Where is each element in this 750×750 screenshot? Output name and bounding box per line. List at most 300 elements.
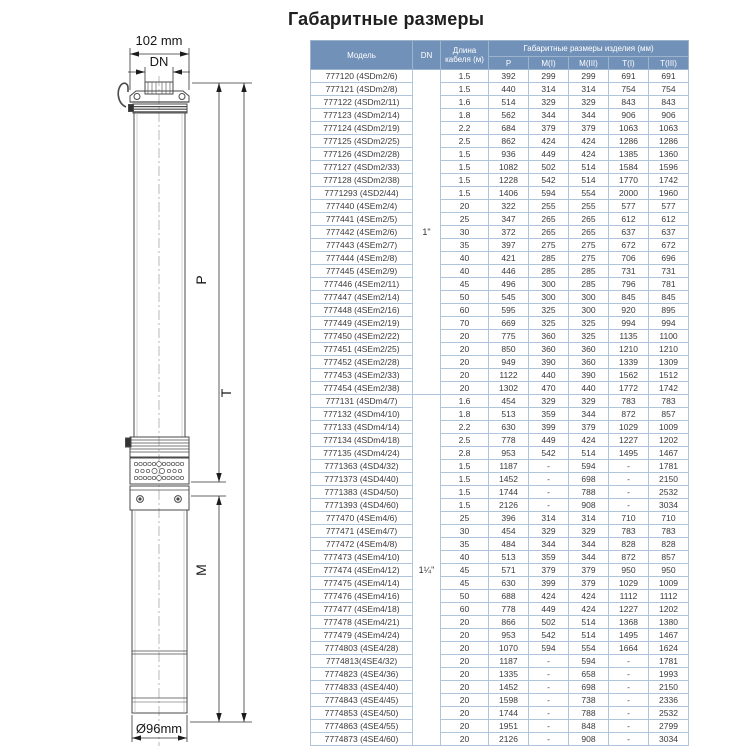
dimension-m-label: M	[193, 564, 209, 576]
cable-length-cell: 20	[441, 343, 489, 356]
p-cell: 1452	[489, 473, 529, 486]
table-body	[311, 70, 689, 746]
t3-cell: 731	[649, 265, 689, 278]
cable-length-cell: 2.2	[441, 122, 489, 135]
t1-cell: 691	[609, 70, 649, 83]
p-cell: 1452	[489, 681, 529, 694]
model-cell: 7774853 (4SE4/50)	[311, 707, 413, 720]
m3-cell: 285	[569, 265, 609, 278]
m1-cell: 314	[529, 83, 569, 96]
p-cell: 1744	[489, 486, 529, 499]
m1-cell: 329	[529, 525, 569, 538]
p-cell: 1228	[489, 174, 529, 187]
t3-cell: 1210	[649, 343, 689, 356]
cable-clip-bottom	[126, 438, 132, 447]
m3-cell: 514	[569, 629, 609, 642]
cable-length-cell: 35	[441, 239, 489, 252]
m3-cell: 360	[569, 343, 609, 356]
t1-cell: -	[609, 707, 649, 720]
cable-length-cell: 60	[441, 603, 489, 616]
t3-cell: 1360	[649, 148, 689, 161]
cable-length-cell: 1.5	[441, 460, 489, 473]
header-p: P	[489, 57, 529, 70]
t3-cell: 1309	[649, 356, 689, 369]
model-cell: 7774823 (4SE4/36)	[311, 668, 413, 681]
table-row	[311, 642, 689, 655]
p-cell: 347	[489, 213, 529, 226]
model-cell: 777123 (4SDm2/14)	[311, 109, 413, 122]
m1-cell: 424	[529, 590, 569, 603]
cable-length-cell: 2.5	[441, 434, 489, 447]
model-cell: 777132 (4SDm4/10)	[311, 408, 413, 421]
m3-cell: 255	[569, 200, 609, 213]
p-cell: 322	[489, 200, 529, 213]
model-cell: 777126 (4SDm2/28)	[311, 148, 413, 161]
m1-cell: 379	[529, 564, 569, 577]
m1-cell: 399	[529, 577, 569, 590]
cable-length-cell: 30	[441, 226, 489, 239]
m1-cell: 299	[529, 70, 569, 83]
t3-cell: 2532	[649, 486, 689, 499]
m1-cell: 542	[529, 174, 569, 187]
t3-cell: 1286	[649, 135, 689, 148]
m3-cell: 325	[569, 317, 609, 330]
t1-cell: 796	[609, 278, 649, 291]
m3-cell: 285	[569, 278, 609, 291]
t1-cell: 1368	[609, 616, 649, 629]
p-cell: 630	[489, 421, 529, 434]
model-cell: 777128 (4SDm2/38)	[311, 174, 413, 187]
pump-head	[118, 82, 189, 113]
t3-cell: 895	[649, 304, 689, 317]
table-row	[311, 252, 689, 265]
table-row	[311, 83, 689, 96]
t1-cell: 783	[609, 525, 649, 538]
p-cell: 684	[489, 122, 529, 135]
t3-cell: 906	[649, 109, 689, 122]
m1-cell: 275	[529, 239, 569, 252]
t3-cell: 1624	[649, 642, 689, 655]
m1-cell: 360	[529, 343, 569, 356]
p-cell: 562	[489, 109, 529, 122]
p-cell: 688	[489, 590, 529, 603]
m3-cell: 594	[569, 655, 609, 668]
t1-cell: -	[609, 681, 649, 694]
t1-cell: 612	[609, 213, 649, 226]
t1-cell: 754	[609, 83, 649, 96]
t1-cell: 783	[609, 395, 649, 408]
m3-cell: 379	[569, 577, 609, 590]
m3-cell: 698	[569, 681, 609, 694]
p-cell: 396	[489, 512, 529, 525]
t1-cell: 710	[609, 512, 649, 525]
t3-cell: 2150	[649, 473, 689, 486]
model-cell: 777447 (4SEm2/14)	[311, 291, 413, 304]
t1-cell: 1385	[609, 148, 649, 161]
model-cell: 777127 (4SDm2/33)	[311, 161, 413, 174]
p-cell: 953	[489, 447, 529, 460]
cable-length-cell: 25	[441, 512, 489, 525]
p-cell: 1082	[489, 161, 529, 174]
m1-cell: -	[529, 473, 569, 486]
t1-cell: 845	[609, 291, 649, 304]
cable-length-cell: 20	[441, 369, 489, 382]
p-cell: 866	[489, 616, 529, 629]
m1-cell: 359	[529, 551, 569, 564]
table-row	[311, 174, 689, 187]
page-title: Габаритные размеры	[288, 9, 485, 29]
m3-cell: 265	[569, 213, 609, 226]
p-cell: 953	[489, 629, 529, 642]
table-row	[311, 421, 689, 434]
p-cell: 1122	[489, 369, 529, 382]
model-cell: 777124 (4SDm2/19)	[311, 122, 413, 135]
model-cell: 777448 (4SEm2/16)	[311, 304, 413, 317]
cable-length-cell: 70	[441, 317, 489, 330]
t1-cell: 1227	[609, 434, 649, 447]
t3-cell: 2336	[649, 694, 689, 707]
model-cell: 777451 (4SEm2/25)	[311, 343, 413, 356]
coupling-flange	[130, 486, 189, 510]
table-row	[311, 70, 689, 83]
m3-cell: 554	[569, 187, 609, 200]
cable-length-cell: 20	[441, 681, 489, 694]
t1-cell: 1562	[609, 369, 649, 382]
cable-length-cell: 40	[441, 265, 489, 278]
m1-cell: 360	[529, 330, 569, 343]
t3-cell: 857	[649, 408, 689, 421]
m1-cell: 325	[529, 317, 569, 330]
t3-cell: 1960	[649, 187, 689, 200]
p-cell: 1744	[489, 707, 529, 720]
table-row	[311, 291, 689, 304]
cable-length-cell: 1.6	[441, 96, 489, 109]
model-cell: 777479 (4SEm4/24)	[311, 629, 413, 642]
m3-cell: 344	[569, 538, 609, 551]
model-cell: 7774843 (4SE4/45)	[311, 694, 413, 707]
t3-cell: 577	[649, 200, 689, 213]
m1-cell: 265	[529, 226, 569, 239]
table-row	[311, 733, 689, 746]
model-cell: 777446 (4SEm2/11)	[311, 278, 413, 291]
cable-length-cell: 2.5	[441, 135, 489, 148]
m1-cell: -	[529, 460, 569, 473]
dimensions-table	[310, 40, 688, 746]
header-dn: DN	[413, 41, 441, 70]
model-cell: 777444 (4SEm2/8)	[311, 252, 413, 265]
table-row	[311, 681, 689, 694]
model-cell: 777120 (4SDm2/6)	[311, 70, 413, 83]
p-cell: 440	[489, 83, 529, 96]
cable-length-cell: 20	[441, 668, 489, 681]
t3-cell: 3034	[649, 733, 689, 746]
p-cell: 1302	[489, 382, 529, 395]
table-row	[311, 616, 689, 629]
table-row	[311, 226, 689, 239]
table-row	[311, 551, 689, 564]
t3-cell: 1380	[649, 616, 689, 629]
m1-cell: -	[529, 668, 569, 681]
t3-cell: 1063	[649, 122, 689, 135]
m1-cell: 542	[529, 447, 569, 460]
m3-cell: 788	[569, 707, 609, 720]
p-cell: 496	[489, 278, 529, 291]
t1-cell: -	[609, 668, 649, 681]
t3-cell: 1596	[649, 161, 689, 174]
m3-cell: 424	[569, 590, 609, 603]
p-cell: 949	[489, 356, 529, 369]
m1-cell: 329	[529, 395, 569, 408]
cable-guard	[118, 83, 128, 107]
dimension-t-label: T	[218, 388, 234, 398]
m3-cell: 344	[569, 551, 609, 564]
m3-cell: 658	[569, 668, 609, 681]
model-cell: 7771383 (4SD4/50)	[311, 486, 413, 499]
t3-cell: 754	[649, 83, 689, 96]
dimension-102mm-label: 102 mm	[135, 33, 183, 48]
p-cell: 1598	[489, 694, 529, 707]
t1-cell: 1339	[609, 356, 649, 369]
t3-cell: 1512	[649, 369, 689, 382]
cable-length-cell: 20	[441, 655, 489, 668]
m1-cell: 300	[529, 278, 569, 291]
m1-cell: 594	[529, 187, 569, 200]
model-cell: 777475 (4SEm4/14)	[311, 577, 413, 590]
p-cell: 1070	[489, 642, 529, 655]
t3-cell: 1100	[649, 330, 689, 343]
m3-cell: 424	[569, 135, 609, 148]
m1-cell: 449	[529, 434, 569, 447]
m1-cell: -	[529, 720, 569, 733]
m1-cell: 300	[529, 291, 569, 304]
t1-cell: 1063	[609, 122, 649, 135]
model-cell: 777452 (4SEm2/28)	[311, 356, 413, 369]
m3-cell: 514	[569, 616, 609, 629]
table-row	[311, 590, 689, 603]
table-row	[311, 96, 689, 109]
t1-cell: 1227	[609, 603, 649, 616]
t1-cell: -	[609, 694, 649, 707]
model-cell: 7771373 (4SD4/40)	[311, 473, 413, 486]
t3-cell: 1202	[649, 603, 689, 616]
p-cell: 514	[489, 96, 529, 109]
m1-cell: 502	[529, 616, 569, 629]
model-cell: 7774873 (4SE4/60)	[311, 733, 413, 746]
m3-cell: 908	[569, 499, 609, 512]
t3-cell: 1009	[649, 421, 689, 434]
header-t1: T(I)	[609, 57, 649, 70]
table-row	[311, 109, 689, 122]
p-cell: 513	[489, 551, 529, 564]
cable-length-cell: 25	[441, 213, 489, 226]
table-row	[311, 720, 689, 733]
cable-length-cell: 20	[441, 356, 489, 369]
table-row	[311, 369, 689, 382]
t1-cell: -	[609, 720, 649, 733]
model-cell: 777454 (4SEm2/38)	[311, 382, 413, 395]
t3-cell: 672	[649, 239, 689, 252]
t1-cell: 1029	[609, 421, 649, 434]
t3-cell: 3034	[649, 499, 689, 512]
m1-cell: 329	[529, 96, 569, 109]
m3-cell: 514	[569, 447, 609, 460]
p-cell: 454	[489, 525, 529, 538]
model-cell: 777134 (4SDm4/18)	[311, 434, 413, 447]
t1-cell: 1770	[609, 174, 649, 187]
m3-cell: 379	[569, 564, 609, 577]
cable-length-cell: 1.5	[441, 161, 489, 174]
model-cell: 777471 (4SEm4/7)	[311, 525, 413, 538]
m1-cell: -	[529, 694, 569, 707]
table-row	[311, 213, 689, 226]
m1-cell: 285	[529, 252, 569, 265]
m1-cell: -	[529, 655, 569, 668]
t1-cell: 994	[609, 317, 649, 330]
model-cell: 777445 (4SEm2/9)	[311, 265, 413, 278]
model-cell: 7774833 (4SE4/40)	[311, 681, 413, 694]
t3-cell: 843	[649, 96, 689, 109]
m1-cell: 542	[529, 629, 569, 642]
m1-cell: 344	[529, 109, 569, 122]
table-row	[311, 161, 689, 174]
table-row	[311, 135, 689, 148]
m1-cell: 325	[529, 304, 569, 317]
table-row	[311, 629, 689, 642]
model-cell: 777125 (4SDm2/25)	[311, 135, 413, 148]
model-cell: 777131 (4SDm4/7)	[311, 395, 413, 408]
p-cell: 1951	[489, 720, 529, 733]
cable-length-cell: 1.5	[441, 486, 489, 499]
m3-cell: 554	[569, 642, 609, 655]
dimension-diameter-label: Ø96mm	[135, 721, 183, 736]
p-cell: 1335	[489, 668, 529, 681]
model-cell: 7771293 (4SD2/44)	[311, 187, 413, 200]
p-cell: 513	[489, 408, 529, 421]
m3-cell: 275	[569, 252, 609, 265]
t1-cell: 906	[609, 109, 649, 122]
p-cell: 630	[489, 577, 529, 590]
model-cell: 777441 (4SEm2/5)	[311, 213, 413, 226]
cable-length-cell: 45	[441, 278, 489, 291]
cable-length-cell: 1.8	[441, 408, 489, 421]
cable-length-cell: 20	[441, 733, 489, 746]
p-cell: 1187	[489, 655, 529, 668]
p-cell: 778	[489, 603, 529, 616]
model-cell: 777440 (4SEm2/4)	[311, 200, 413, 213]
table-row	[311, 668, 689, 681]
t3-cell: 2532	[649, 707, 689, 720]
model-cell: 777449 (4SEm2/19)	[311, 317, 413, 330]
model-cell: 7774813(4SE4/32)	[311, 655, 413, 668]
m3-cell: 424	[569, 434, 609, 447]
m3-cell: 314	[569, 512, 609, 525]
cable-length-cell: 60	[441, 304, 489, 317]
model-cell: 777450 (4SEm2/22)	[311, 330, 413, 343]
m3-cell: 379	[569, 122, 609, 135]
dn-cell: 1"	[413, 70, 441, 395]
t1-cell: 577	[609, 200, 649, 213]
t1-cell: 706	[609, 252, 649, 265]
m1-cell: 314	[529, 512, 569, 525]
m3-cell: 300	[569, 304, 609, 317]
m3-cell: 908	[569, 733, 609, 746]
m1-cell: 379	[529, 122, 569, 135]
header-model: Модель	[311, 41, 413, 70]
m1-cell: -	[529, 486, 569, 499]
table-row	[311, 239, 689, 252]
cable-length-cell: 50	[441, 590, 489, 603]
p-cell: 392	[489, 70, 529, 83]
table-row	[311, 187, 689, 200]
t1-cell: 1210	[609, 343, 649, 356]
t1-cell: 828	[609, 538, 649, 551]
m3-cell: 424	[569, 148, 609, 161]
t1-cell: -	[609, 499, 649, 512]
p-cell: 1406	[489, 187, 529, 200]
model-cell: 777121 (4SDm2/8)	[311, 83, 413, 96]
header-cable: Длина кабеля (м)	[441, 41, 489, 70]
header-dimensions-group: Габаритные размеры изделия (мм)	[489, 41, 689, 57]
table-row	[311, 330, 689, 343]
cable-length-cell: 1.5	[441, 70, 489, 83]
m3-cell: 325	[569, 330, 609, 343]
p-cell: 421	[489, 252, 529, 265]
m1-cell: 424	[529, 135, 569, 148]
t3-cell: 994	[649, 317, 689, 330]
t3-cell: 783	[649, 395, 689, 408]
model-cell: 7774803 (4SE4/28)	[311, 642, 413, 655]
p-cell: 595	[489, 304, 529, 317]
cable-length-cell: 45	[441, 577, 489, 590]
t3-cell: 950	[649, 564, 689, 577]
model-cell: 777478 (4SEm4/21)	[311, 616, 413, 629]
cable-length-cell: 1.5	[441, 83, 489, 96]
m3-cell: 738	[569, 694, 609, 707]
t3-cell: 781	[649, 278, 689, 291]
m3-cell: 300	[569, 291, 609, 304]
motor-body	[132, 510, 187, 713]
p-cell: 372	[489, 226, 529, 239]
dn-cell: 1¼"	[413, 395, 441, 746]
m3-cell: 329	[569, 525, 609, 538]
table-row	[311, 486, 689, 499]
cable-length-cell: 20	[441, 629, 489, 642]
ribbed-collar	[126, 437, 190, 457]
t1-cell: 672	[609, 239, 649, 252]
m1-cell: 255	[529, 200, 569, 213]
table-row	[311, 460, 689, 473]
t1-cell: 1495	[609, 629, 649, 642]
t3-cell: 1993	[649, 668, 689, 681]
pump-technical-drawing	[92, 28, 292, 750]
m1-cell: 470	[529, 382, 569, 395]
model-cell: 777135 (4SDm4/24)	[311, 447, 413, 460]
m3-cell: 698	[569, 473, 609, 486]
header-m3: M(III)	[569, 57, 609, 70]
table-row	[311, 408, 689, 421]
t1-cell: 920	[609, 304, 649, 317]
cable-length-cell: 1.6	[441, 395, 489, 408]
m1-cell: -	[529, 707, 569, 720]
t3-cell: 637	[649, 226, 689, 239]
m1-cell: 344	[529, 538, 569, 551]
table-row	[311, 603, 689, 616]
m3-cell: 848	[569, 720, 609, 733]
p-cell: 454	[489, 395, 529, 408]
t1-cell: 637	[609, 226, 649, 239]
t1-cell: 872	[609, 408, 649, 421]
p-cell: 2126	[489, 499, 529, 512]
